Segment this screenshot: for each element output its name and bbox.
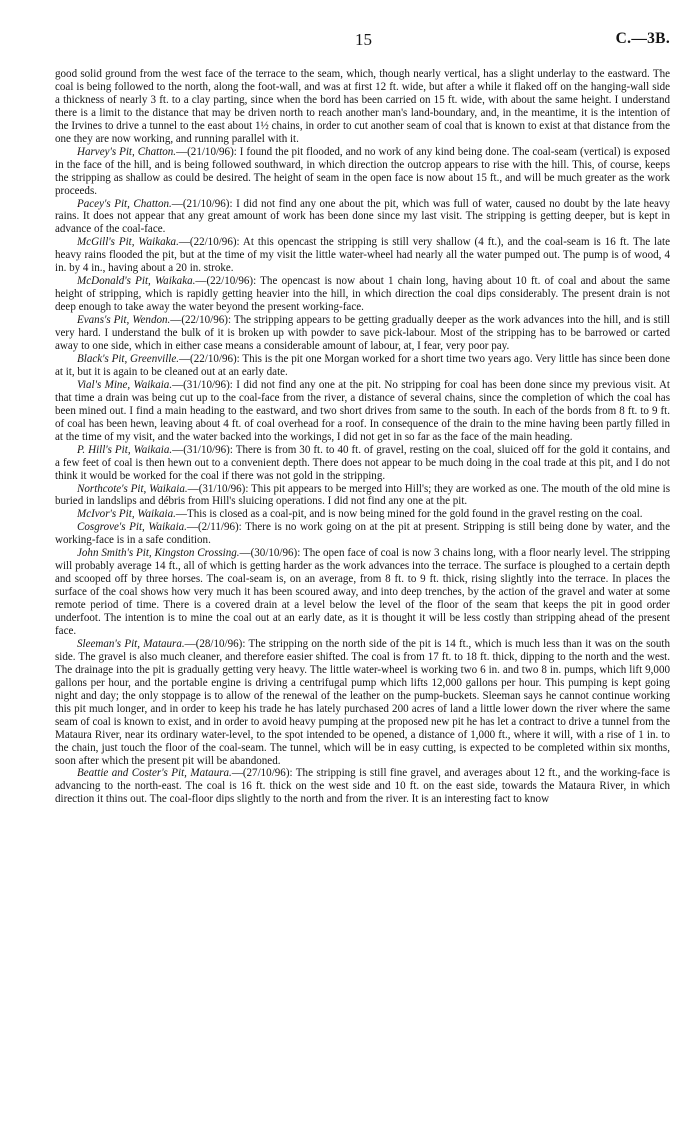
paragraph-title: P. Hill's Pit, Waikaia.	[77, 443, 173, 456]
paragraph-text: —(31/10/96): This pit appears to be merged into Hill's; they are worked as one. The mouth of the old mine is buried in landslips and débris from Hill's sluicing operations. I did not find any one at the pit.	[55, 482, 671, 508]
paragraph-title: Northcote's Pit, Waikaia.	[77, 482, 188, 495]
page-number: 15	[355, 30, 372, 49]
paragraph-text: —(28/10/96): The stripping on the north side of the pit is 14 ft., which is much less than it was on the south side. The gravel is also much cleaner, and therefore easier shifted. The coal is from 17 ft. to 18 ft. thick, dipping to the north and the west. The drainage into the pit is gradually getting very heavy. The little water-wheel is working two 6 in. and two 8 in. pumps, which lift 9,000 gallons per hour, and the portable engine is driving a centrifugal pump which lifts 12,000 gallons per hour. This pumping is kept going night and day; the only stoppage is to allow of the renewal of the leather on the pump-buckets. Sleeman says he cannot continue working this pit much longer, and in order to keep his trade he has lately purchased 200 acres of land a little lower down the river where the same seam of coal is known to exist, and in order to avoid heavy pumping at the proposed new pit he has let a contract to drive a tunnel from the Mataura River, near its ordinary water-level, to the spot intended to be opened, a distance of 1,000 ft., where it will, with a rise of 1 in. to the chain, just touch the floor of the coal-seam. The tunnel, which will be in easy cutting, is expected to be completed within six months, soon after which the present pit will be abandoned.	[55, 637, 671, 767]
page-header	[55, 0, 670, 68]
paragraph-cosgroves-pit	[55, 521, 670, 547]
paragraph-title: Pacey's Pit, Chatton.	[77, 197, 172, 210]
paragraph-harveys-pit	[55, 146, 670, 198]
paragraph-blacks-pit	[55, 353, 670, 379]
paragraph-text: —(31/10/96): I did not find any one at the pit. No stripping for coal has been done since my previous visit. At that time a drain was being cut up to the coal-face from the river, a distance of several chains, since the completion of which the coal has been mined out. I find a main heading to the eastward, and two short drives from same to the south. In each of the bords from 8 ft. to 9 ft. of coal has been hewn, leaving about 4 ft. of coal overhead for a roof. In consequence of the drain to the mine having been partly filled in at the time of my visit, and the water backed into the workings, I did not get in so far as the face of the main heading.	[55, 378, 670, 443]
paragraph-text: —(22/10/96): The opencast is now about 1 chain long, having about 10 ft. of coal and about the same height of stripping, which is rapidly getting heavier into the hill, in which direction the coal dips considerably. The present drain is not deep enough to take away the water beyond the present working-face.	[55, 275, 670, 314]
paragraph-title: Black's Pit, Greenville.	[77, 352, 179, 365]
paragraph-title: John Smith's Pit, Kingston Crossing.	[77, 547, 240, 560]
paragraph-text: good solid ground from the west face of the terrace to the seam, which, though nearly vertical, has a slight underlay to the eastward. The coal is being followed to the north, along the foot-wall, and was at first 12 ft. wide, but after a while it flaked off on the hanging-wall side a thickness of nearly 3 ft. to a clay parting, since when the bord has been carried on 15 ft. wide, with about the same height. I understand there is a limit to the distance that may be driven north to reach another man's land-boundary, and, in the meantime, it is the intention of the Irvines to drive a tunnel to the east about 1½ chains, in order to cut another seam of coal that is known to exist at that distance from the one they are now working, and running parallel with it.	[55, 68, 670, 145]
paragraph-mcdonalds-pit	[55, 275, 670, 314]
paragraph-text: —(21/10/96): I did not find any one about the pit, which was full of water, caused no doubt by the late heavy rains. It does not appear that any great amount of work has been done since my last visit. The stripping is getting deeper, but is kept in advance of the coal-face.	[55, 197, 671, 236]
paragraph-text: —(22/10/96): This is the pit one Morgan worked for a short time two years ago. Very little has since been done at it, but it is again to be cleaned out at an early date.	[55, 352, 670, 378]
report-body	[55, 68, 670, 806]
paragraph-text: —(27/10/96): The stripping is still fine gravel, and averages about 12 ft., and the working-face is advancing to the north-east. The coal is 16 ft. thick on the west side and 10 ft. on the east side, towards the Mataura River, in which direction it thins out. The coal-floor dips slightly to the north and from the river. It is an interesting fact to know	[55, 767, 671, 806]
paragraph-text: —(22/10/96): At this opencast the stripping is still very shallow (4 ft.), and the coal-seam is 16 ft. The late heavy rains flooded the pit, but at the time of my visit the little water-wheel had nearly all the water pumped out. The pump is of wood, 4 in. by 4 in., having about a 20 in. stroke.	[55, 236, 670, 275]
paragraph-title: Evans's Pit, Wendon.	[77, 314, 171, 327]
paragraph-beattie-costers-pit	[55, 767, 670, 806]
paragraph-title: Sleeman's Pit, Mataura.	[77, 637, 185, 650]
paragraph-title: Beattie and Coster's Pit, Mataura.	[77, 767, 232, 780]
paragraph-sleemans-pit	[55, 638, 670, 768]
paragraph-title: Harvey's Pit, Chatton.	[77, 145, 177, 158]
paragraph-northcotes-pit	[55, 483, 670, 509]
paragraph-title: Cosgrove's Pit, Waikaia.	[77, 521, 187, 534]
paragraph-title: McIvor's Pit, Waikaia.	[77, 508, 176, 521]
paragraph-continuation	[55, 68, 670, 146]
paragraph-text: —(22/10/96): The stripping appears to be getting gradually deeper as the work advances into the hill, and is still very hard. I understand the bulk of it is broken up with powder to save pick-labour. Most of the stripping has to be barrowed or carted away to one side, which in either case means a considerable amount of labour, at, I fear, very poor pay.	[55, 314, 670, 353]
paragraph-text: —(21/10/96): I found the pit flooded, and no work of any kind being done. The coal-seam (vertical) is exposed in the face of the hill, and is being followed southward, in which direction the outcrop appears to rise with the hill. This, of course, keeps the stripping as shallow as could be desired. The height of seam in the open face is now about 15 ft., and will be much greater as the work proceeds.	[55, 145, 670, 197]
paragraph-john-smiths-pit	[55, 547, 670, 638]
paragraph-title: McGill's Pit, Waikaka.	[77, 236, 179, 249]
paragraph-title: Vial's Mine, Waikaia.	[77, 378, 173, 391]
report-reference: C.—3B.	[615, 30, 670, 47]
paragraph-paceys-pit	[55, 198, 670, 237]
paragraph-p-hills-pit	[55, 444, 670, 483]
paragraph-mcgills-pit	[55, 236, 670, 275]
paragraph-text: —(31/10/96): There is from 30 ft. to 40 ft. of gravel, resting on the coal, sluiced off for the gold it contains, and a few feet of coal is then hewn out to a convenient depth. There does not appear to be much doing in the coal trade at this pit, and I do not think it would be worked for the coal if there was not gold in the stripping.	[55, 443, 670, 482]
paragraph-text: —This is closed as a coal-pit, and is now being mined for the gold found in the gravel resting on the coal.	[175, 508, 643, 521]
paragraph-text: —(30/10/96): The open face of coal is now 3 chains long, with a floor nearly level. The stripping will probably average 14 ft., all of which is getting harder as the work advances into the terrace. The surface is ploughed to a certain depth and scooped off by three horses. The coal-seam is, on an average, from 8 ft. to 9 ft. thick, rising slightly into the terrace. In places the surface of the coal shows how very much it has been scoured away, and into deep trenches, by the action of the gravel and water at some remote period of time. There is a covered drain at a level below the level of the floor of the seam that keeps the pit in good order underfoot. The intention is to mine the coal out at an early date, as it is thought it will be less costly than stripping ahead of the present face.	[55, 547, 670, 637]
paragraph-vials-mine	[55, 379, 670, 444]
paragraph-text: —(2/11/96): There is no work going on at the pit at present. Stripping is still being done by water, and the working-face is in a safe condition.	[55, 521, 670, 547]
paragraph-mcivors-pit	[55, 508, 670, 521]
paragraph-evanss-pit	[55, 314, 670, 353]
paragraph-title: McDonald's Pit, Waikaka.	[77, 275, 196, 288]
